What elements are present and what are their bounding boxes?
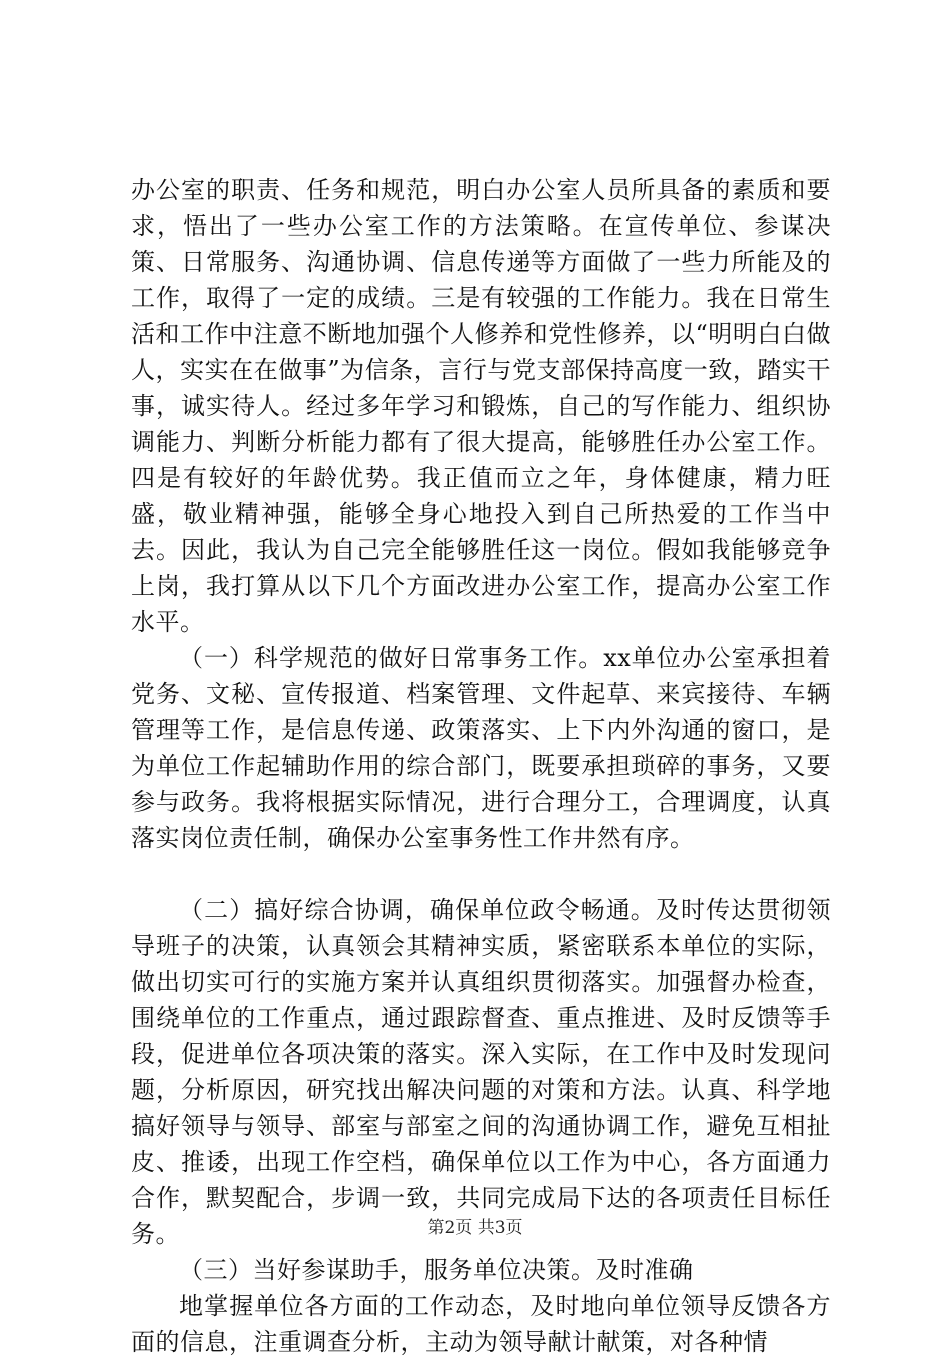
page-footer: 第2页 共3页 [427, 1218, 523, 1238]
paragraph-section-two: （二）搞好综合协调，确保单位政令畅通。及时传达贯彻领导班子的决策，认真领会其精神实质，紧密联系本单位的实际，做出切实可行的实施方案并认真组织贯彻落实。加强督办检查，围绕单位的工作重点，通过跟踪督查、重点推进、及时反馈等手段，促进单位各项决策的落实。深入实际，在工作中及时发现问题，分析原因，研究找出解决问题的对策和方法。认真、科学地搞好领导与领导、部室与部室之间的沟通协调工作，避免互相扯皮、推诿，出现工作空档，确保单位以工作为中心，各方面通力合作，默契配合，步调一致，共同完成局下达的各项责任目标任务。 [131, 896, 831, 1248]
paragraph-qualifications: 办公室的职责、任务和规范，明白办公室人员所具备的素质和要求，悟出了一些办公室工作的方法策略。在宣传单位、参谋决策、日常服务、沟通协调、信息传递等方面做了一些力所能及的工作，取得了一定的成绩。三是有较强的工作能力。我在日常生活和工作中注意不断地加强个人修养和党性修养，以“明明白白做人，实实在在做事”为信条，言行与党支部保持高度一致，踏实干事，诚实待人。经过多年学习和锻炼，自己的写作能力、组织协调能力、判断分析能力都有了很大提高，能够胜任办公室工作。四是有较好的年龄优势。我正值而立之年，身体健康，精力旺盛，敬业精神强，能够全身心地投入到自己所热爱的工作当中去。因此，我认为自己完全能够胜任这一岗位。假如我能够竞争上岗，我打算从以下几个方面改进办公室工作，提高办公室工作水平。 [131, 176, 831, 636]
paragraph-section-one: （一）科学规范的做好日常事务工作。xx单位办公室承担着党务、文秘、宣传报道、档案管理、文件起草、来宾接待、车辆管理等工作，是信息传递、政策落实、上下内外沟通的窗口，是为单位工作起辅助作用的综合部门，既要承担琐碎的事务，又要参与政务。我将根据实际情况，进行合理分工，合理调度，认真落实岗位责任制，确保办公室事务性工作井然有序。 [131, 644, 831, 852]
document-body [131, 172, 831, 1360]
paragraph-section-three-body: 地掌握单位各方面的工作动态，及时地向单位领导反馈各方面的信息，注重调查分析，主动为领导献计献策，对各种情 [131, 1292, 831, 1356]
paragraph-section-three-heading: （三）当好参谋助手，服务单位决策。及时准确 [179, 1256, 694, 1284]
